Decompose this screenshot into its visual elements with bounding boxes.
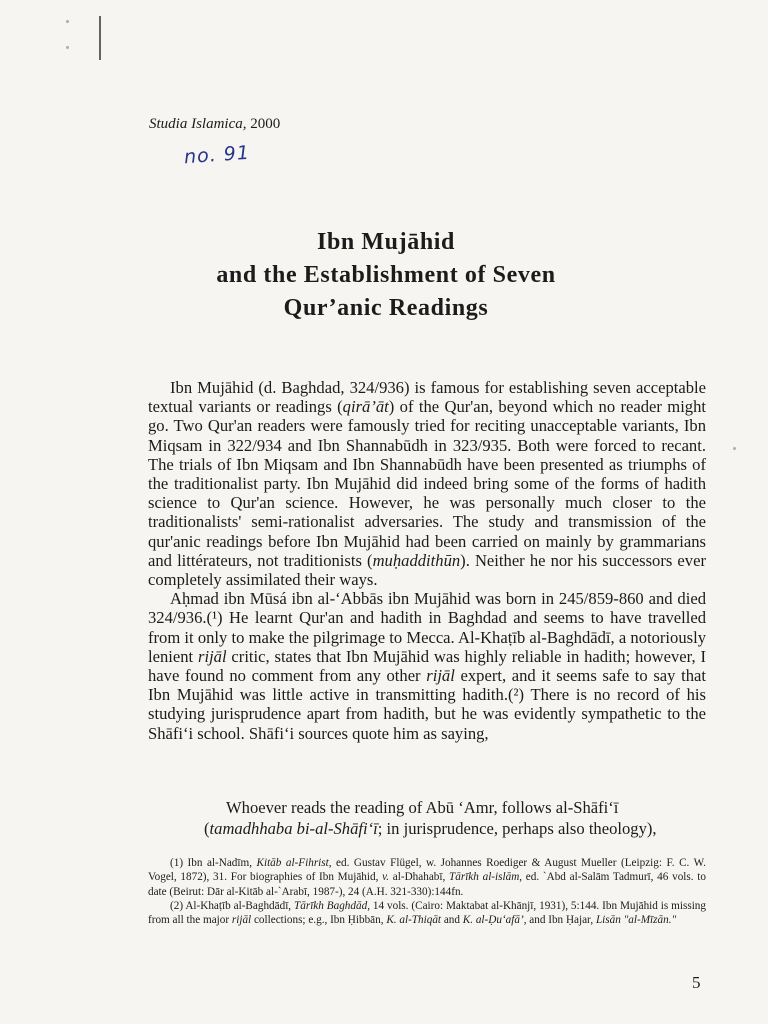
body-text (148, 378, 706, 743)
italic-term: rijāl (198, 646, 227, 666)
italic-term: Tārīkh Baghdād (294, 899, 368, 912)
italic-term: rijāl (231, 914, 252, 927)
scan-speck (66, 20, 69, 23)
text-run: Ibn Mujāhid (d. Baghdad, 324/936) is famous for establishing seven acceptable textual variants or readings ( (148, 378, 706, 417)
text-run: (1) Ibn al-Nadīm, (170, 857, 257, 869)
text-run: Aḥmad ibn Mūsá ibn al-‘Abbās ibn Mujāhid was born in 245/859-860 and died 324/936.(¹) He learnt Qur'an and hadith in Baghdad and seems to have travelled from it only to make the pilgrimage to Mecca. Al-Khaṭīb al-Baghdādī, a notoriously lenient (148, 589, 706, 666)
journal-year: 2000 (246, 116, 281, 132)
text-run: , ed. `Abd al-Salām Tadmurī, 46 vols. to date (Beirut: Dār al-Kitāb al-`Arabī, 1987-), 24 (A.H. 321-330):144fn. (148, 871, 706, 898)
italic-term: K. al-Ḍu‘afā’ (462, 914, 524, 927)
italic-term: tamadhhaba bi-al-Shāfi‘ī (209, 819, 378, 838)
text-run: collections; e.g., Ibn Ḥibbān, (251, 914, 387, 927)
text-run: Whoever reads the reading of Abū ‘Amr, follows al-Shāfi‘ī ( (204, 798, 619, 838)
footnote-2 (148, 899, 706, 928)
text-run: ) of the Qur'an, beyond which no reader might go. Two Qur'an readers were famously tried for reciting unacceptable variants, Ibn Miqsam in 322/934 and Ibn Shannabūdh in 323/935. Both were forced to recant. The trials of Ibn Miqsam and Ibn Shannabūdh have been presented as triumphs of the traditionalist party. Ibn Mujāhid did indeed bring some of the forms of hadith science to Qur'an science. However, he was personally much closer to the traditionalists' semi-rationalist adversaries. The study and transmission of the qur'anic readings before Ibn Mujāhid had been carried on mainly by grammarians and littérateurs, not traditionists ( (148, 397, 707, 570)
scan-speck (733, 447, 736, 450)
handwritten-note: no. 91 (183, 141, 251, 169)
italic-term: qirā’āt (342, 397, 389, 417)
page-number: 5 (692, 973, 701, 992)
binder-mark (99, 16, 101, 60)
title-line-3: Qur’anic Readings (283, 295, 489, 321)
journal-citation (149, 116, 280, 133)
title-line-2: and the Establishment of Seven (216, 262, 556, 288)
text-run: (2) Al-Khaṭīb al-Baghdādī, (170, 899, 295, 912)
paragraph-1 (148, 378, 706, 589)
text-run: expert, and it seems safe to say that Ibn Mujāhid was little active in transmitting hadith.(²) There is no record of his studying jurisprudence apart from hadith, but he was evidently sympathetic to the Shāfi‘i school. Shāfi‘i sources quote him as saying, (148, 666, 707, 743)
footnote-1 (148, 856, 706, 899)
title-line-1: Ibn Mujāhid (317, 229, 455, 255)
paragraph-2 (148, 589, 706, 743)
scan-speck (66, 46, 69, 49)
italic-term: K. al-Thiqāt (386, 914, 442, 927)
text-run: and (441, 914, 463, 927)
text-run: critic, states that Ibn Mujāhid was highly reliable in hadith; however, I have found no comment from any other (148, 646, 706, 686)
quote-paragraph (204, 797, 706, 839)
block-quote (204, 797, 706, 839)
text-run: al-Dhahabī, (389, 871, 450, 884)
journal-name: Studia Islamica, (149, 116, 247, 132)
italic-term: muḥaddithūn (372, 550, 461, 570)
footnotes (148, 856, 706, 927)
text-run: , 14 vols. (Cairo: Maktabat al-Khānjī, 1931), 5:144. Ibn Mujāhid is missing from all the major (148, 899, 706, 927)
italic-term: v. (382, 871, 390, 884)
italic-term: Kitāb al-Fihrist (256, 857, 329, 869)
text-run: , and Ibn Ḥajar, (523, 914, 596, 927)
text-run: ; in jurisprudence, perhaps also theology), (377, 819, 657, 838)
text-run: , ed. Gustav Flügel, w. Johannes Roediger & August Mueller (Leipzig: F. C. W. Vogel, 1872), 31. For biographies of Ibn Mujāhid, (148, 857, 706, 884)
italic-term: Lisān "al-Mīzān." (595, 914, 677, 927)
text-run: ). Neither he nor his successors ever completely assimilated their ways. (148, 550, 706, 590)
italic-term: rijāl (426, 666, 455, 686)
italic-term: Tārīkh al-islām (449, 871, 520, 884)
article-title (170, 226, 602, 325)
